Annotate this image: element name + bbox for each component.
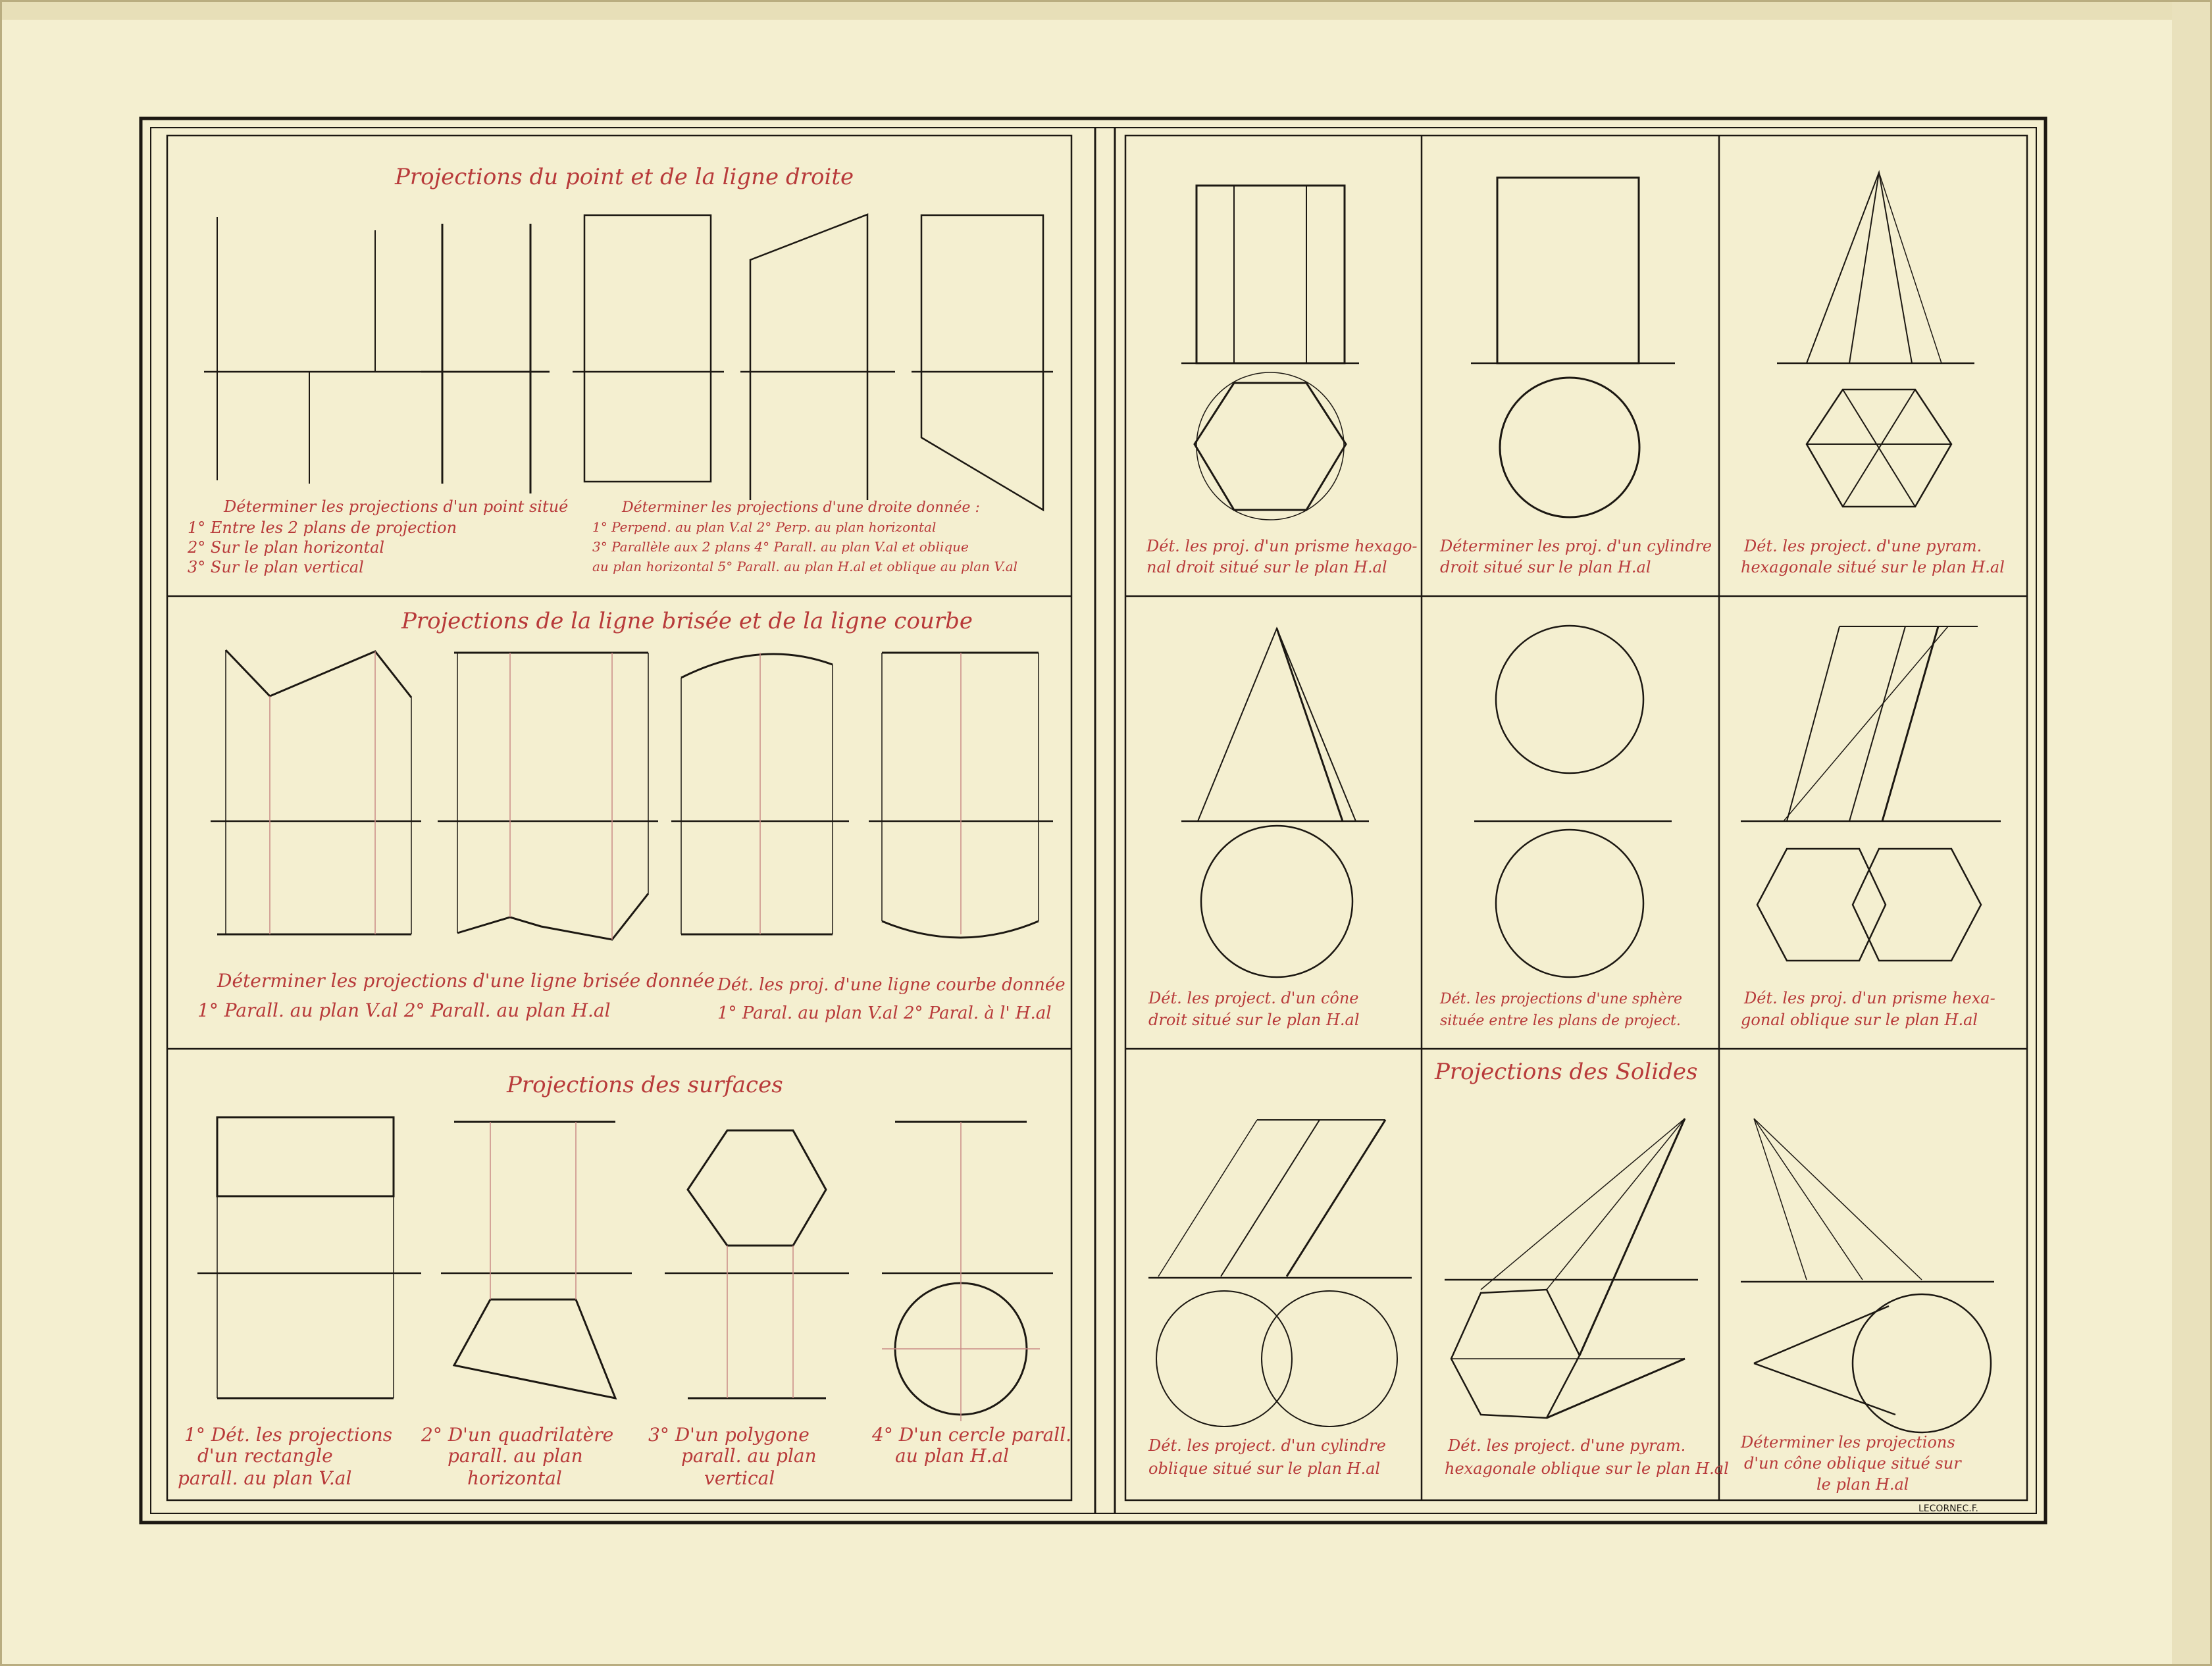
caption-line-1: 1° Perpend. au plan V.al 2° Perp. au plan horizontal xyxy=(592,519,937,535)
cap-r1-1: nal droit situé sur le plan H.al xyxy=(1146,558,1387,576)
cap-r6-1: gonal oblique sur le plan H.al xyxy=(1741,1011,1978,1029)
paper-right-edge xyxy=(2172,0,2212,1666)
caption-s1-2: parall. au plan V.al xyxy=(178,1467,352,1489)
cap-r3-0: Dét. les project. d'une pyram. xyxy=(1744,537,1982,555)
signature: LECORNEC.F. xyxy=(1918,1503,1978,1514)
cap-r7-0: Dét. les project. d'un cylindre xyxy=(1148,1436,1386,1455)
cap-r4-0: Dét. les project. d'un cône xyxy=(1148,989,1359,1007)
cap-r5-0: Dét. les projections d'une sphère xyxy=(1440,991,1682,1007)
section1-title: Projections du point et de la ligne droite xyxy=(395,164,854,190)
cap-r9-1: d'un cône oblique situé sur xyxy=(1744,1454,1961,1473)
caption-point-3: 3° Sur le plan vertical xyxy=(188,558,364,576)
caption-s1-1: d'un rectangle xyxy=(197,1445,333,1467)
caption-line-2: 3° Parallèle aux 2 plans 4° Parall. au plan V.al et oblique xyxy=(592,539,969,555)
caption-curve-1: 1° Paral. au plan V.al 2° Paral. à l' H.al xyxy=(717,1003,1052,1023)
cap-r4-1: droit situé sur le plan H.al xyxy=(1148,1011,1360,1029)
caption-s4-0: 4° D'un cercle parall. xyxy=(872,1424,1072,1446)
cap-r2-0: Déterminer les proj. d'un cylindre xyxy=(1440,537,1712,555)
caption-broken-0: Déterminer les projections d'une ligne brisée donnée xyxy=(217,970,715,992)
cap-r6-0: Dét. les proj. d'un prisme hexa- xyxy=(1744,989,1995,1007)
cap-r9-0: Déterminer les projections xyxy=(1741,1433,1955,1451)
caption-point-2: 2° Sur le plan horizontal xyxy=(188,538,385,557)
paper-top-edge xyxy=(0,0,2212,20)
caption-s2-2: horizontal xyxy=(467,1467,562,1489)
cap-r8-0: Dét. les project. d'une pyram. xyxy=(1448,1436,1686,1455)
section2-title: Projections de la ligne brisée et de la ligne courbe xyxy=(401,608,973,634)
caption-line-3: au plan horizontal 5° Parall. au plan H.al et oblique au plan V.al xyxy=(592,559,1018,574)
cap-r5-1: située entre les plans de project. xyxy=(1440,1013,1681,1029)
caption-s3-0: 3° D'un polygone xyxy=(648,1424,810,1446)
caption-curve-0: Dét. les proj. d'une ligne courbe donnée xyxy=(717,975,1066,995)
caption-line-0: Déterminer les projections d'une droite donnée : xyxy=(622,499,980,516)
cap-r3-1: hexagonale situé sur le plan H.al xyxy=(1741,558,2005,576)
cap-r2-1: droit situé sur le plan H.al xyxy=(1440,558,1651,576)
caption-point-1: 1° Entre les 2 plans de projection xyxy=(188,518,457,537)
section3-title: Projections des surfaces xyxy=(507,1072,783,1098)
caption-s3-1: parall. au plan xyxy=(681,1445,817,1467)
caption-broken-1: 1° Parall. au plan V.al 2° Parall. au plan H.al xyxy=(197,999,611,1021)
caption-point-0: Déterminer les projections d'un point situé xyxy=(224,497,569,516)
cap-r7-1: oblique situé sur le plan H.al xyxy=(1148,1459,1381,1478)
solids-title: Projections des Solides xyxy=(1435,1059,1698,1085)
cap-r8-1: hexagonale oblique sur le plan H.al xyxy=(1445,1459,1729,1478)
cap-r9-2: le plan H.al xyxy=(1816,1475,1909,1494)
caption-s4-1: au plan H.al xyxy=(895,1445,1010,1467)
caption-s2-0: 2° D'un quadrilatère xyxy=(421,1424,614,1446)
caption-s1-0: 1° Dét. les projections xyxy=(184,1424,393,1446)
caption-s2-1: parall. au plan xyxy=(448,1445,583,1467)
cap-r1-0: Dét. les proj. d'un prisme hexago- xyxy=(1146,537,1418,555)
caption-s3-2: vertical xyxy=(704,1467,775,1489)
